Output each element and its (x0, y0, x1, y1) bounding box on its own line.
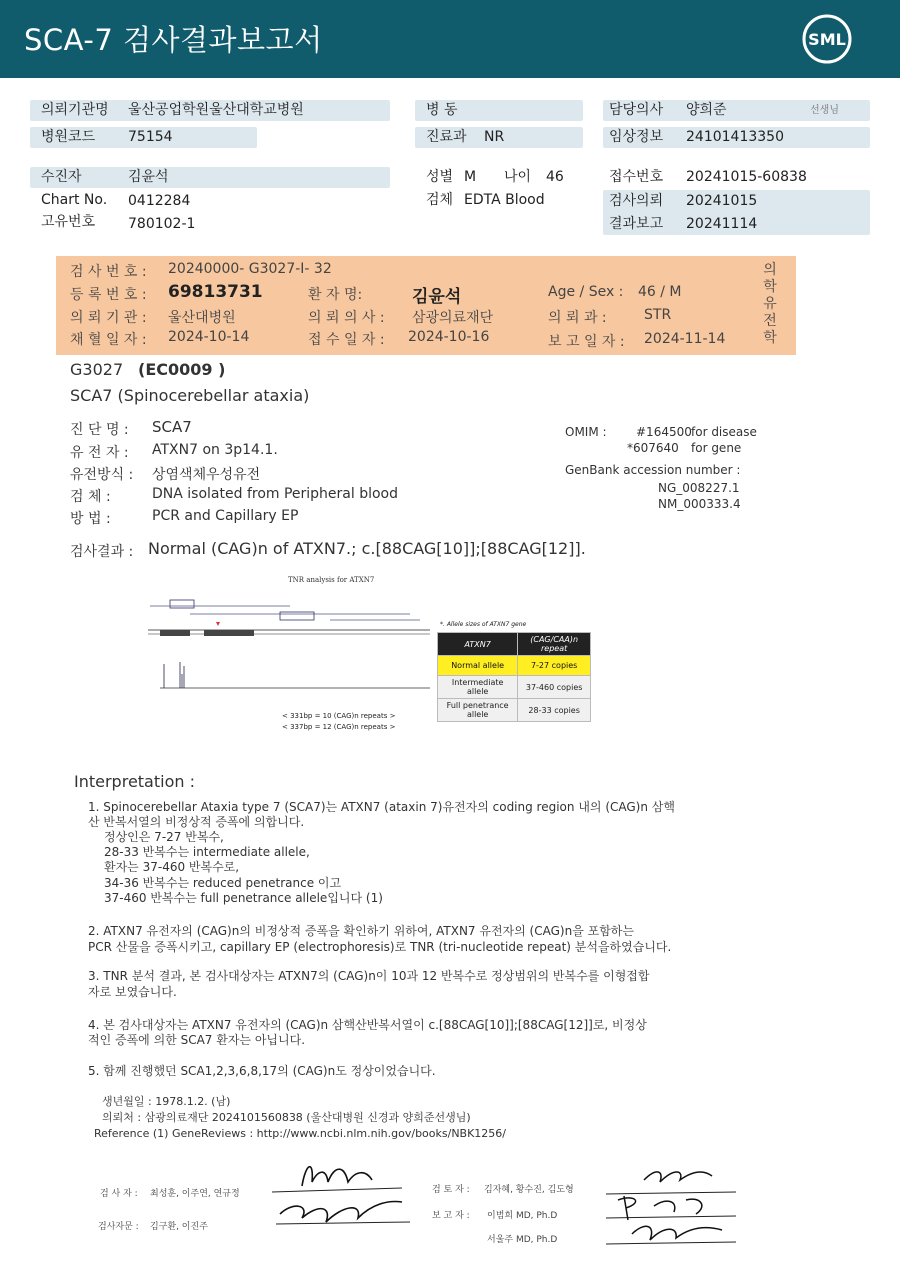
ext-inst: 울산대병원 (168, 310, 236, 326)
sex-value: M (464, 169, 477, 185)
doctor-value: 양희준 (686, 102, 727, 118)
ext-side-label: 의 학 유 전 학 (763, 262, 777, 346)
dob-line: 생년월일 : 1978.1.2. (남) (102, 1095, 231, 1108)
requester-line: 의뢰처 : 삼광의료재단 2024101560838 (울산대병원 신경과 양희준선생님) (102, 1111, 471, 1124)
external-lab-header (56, 256, 796, 355)
ext-receive-label: 접 수 일 자 : (308, 332, 385, 348)
ext-reg: 69813731 (168, 282, 263, 302)
signature-left-icon (262, 1152, 422, 1236)
allele-col-1: ATXN7 (438, 633, 518, 656)
interp-line: 4. 본 검사대상자는 ATXN7 유전자의 (CAG)n 삼핵산반복서열이 c.[88CAG[10]];[88CAG[12]]로, 비정상 (88, 1018, 647, 1032)
sex-label: 성별 (426, 169, 454, 185)
interp-line: 5. 함께 진행했던 SCA1,2,3,6,8,17의 (CAG)n도 정상이었습니다. (88, 1064, 436, 1078)
ext-refdoc-label: 의 뢰 의 사 : (308, 310, 385, 326)
reference-line: Reference (1) GeneReviews : http://www.ncbi.nlm.nih.gov/books/NBK1256/ (94, 1127, 507, 1140)
reporter-label: 보 고 자 : (432, 1211, 470, 1221)
genbank2: NM_000333.4 (658, 497, 741, 511)
signature-right-icon (604, 1160, 738, 1246)
omim1-note: for disease (691, 425, 757, 439)
ext-receive: 2024-10-16 (408, 329, 490, 345)
result-label: 검사결과 : (70, 544, 134, 560)
institution-value: 울산공업학원울산대학교병원 (128, 102, 304, 118)
interp-line: 정상인은 7-27 반복수, (104, 830, 224, 844)
inherit-label: 유전방식 : (70, 467, 134, 483)
gene-label: 유 전 자 : (70, 445, 129, 461)
result-value: 20241114 (686, 216, 758, 232)
result-label: 결과보고 (609, 216, 664, 232)
ext-test-no: 20240000- G3027-I- 32 (168, 261, 332, 277)
interp-line: 34-36 반복수는 reduced penetrance 이고 (104, 876, 342, 890)
interpretation-heading: Interpretation : (74, 772, 195, 791)
interp-line: 적인 증폭에 의한 SCA7 환자는 아닙니다. (88, 1033, 306, 1047)
clinical-value: 24101413350 (686, 129, 784, 145)
table-row: Normal allele 7-27 copies (438, 656, 591, 676)
ext-dept: STR (644, 307, 672, 323)
report-code2: (EC0009 ) (138, 360, 226, 379)
ext-inst-label: 의 뢰 기 관 : (70, 310, 147, 326)
reviewers: 김자혜, 황수진, 김도형 (484, 1185, 574, 1195)
age-label: 나이 (504, 169, 532, 185)
report-title: SCA-7 검사결과보고서 (24, 23, 323, 57)
genbank-label: GenBank accession number : (565, 463, 741, 477)
table-row: Full penetrance allele 28-33 copies (438, 699, 591, 722)
tester-label: 검 사 자 : (100, 1189, 138, 1199)
figure-title: TNR analysis for ATXN7 (288, 576, 375, 584)
sml-logo-icon (800, 12, 854, 66)
receipt-label: 접수번호 (609, 169, 664, 185)
patient-label: 수진자 (41, 169, 82, 185)
uid-value: 780102-1 (128, 216, 196, 232)
ext-report-label: 보 고 일 자 : (548, 334, 625, 350)
receipt-value: 20241015-60838 (686, 169, 807, 185)
omim-label: OMIM : (565, 425, 607, 439)
chart-value: 0412284 (128, 193, 191, 209)
chart-label: Chart No. (41, 192, 108, 208)
advisor-label: 검사자문 : (98, 1222, 139, 1232)
spec-value: DNA isolated from Peripheral blood (152, 486, 399, 502)
hospcode-value: 75154 (128, 129, 173, 145)
allele-table-header (438, 633, 591, 656)
interp-line: 28-33 반복수는 intermediate allele, (104, 845, 310, 859)
diag-value: SCA7 (152, 418, 192, 436)
report-code: G3027 (70, 360, 124, 379)
age-value: 46 (546, 169, 564, 185)
ext-agesex: 46 / M (638, 284, 682, 300)
interp-line: PCR 산물을 증폭시키고, capillary EP (electrophoresis)로 TNR (tri-nucleotide repeat) 분석을하였습니다. (88, 940, 672, 954)
spec-label: 검 체 : (70, 489, 111, 505)
advisors: 김구환, 이진주 (150, 1222, 208, 1232)
ext-test-no-label: 검 사 번 호 : (70, 264, 147, 280)
result-value: Normal (CAG)n of ATXN7.; c.[88CAG[10]];[88CAG[12]]. (148, 539, 586, 558)
gene-value: ATXN7 on 3p14.1. (152, 442, 278, 458)
interp-line: 산 반복서열의 비정상적 증폭에 의합니다. (88, 815, 305, 829)
reviewer-label: 검 토 자 : (432, 1185, 470, 1195)
interp-line: 2. ATXN7 유전자의 (CAG)n의 비정상적 증폭을 확인하기 위하여, ATXN7 유전자의 (CAG)n을 포함하는 (88, 924, 634, 938)
ext-reg-label: 등 록 번 호 : (70, 287, 147, 303)
testers: 최성훈, 이주연, 연규정 (150, 1189, 240, 1199)
ward-label: 병 동 (426, 102, 458, 118)
hospcode-label: 병원코드 (41, 129, 96, 145)
specimen-value: EDTA Blood (464, 192, 545, 208)
request-value: 20241015 (686, 193, 758, 209)
dept-value: NR (484, 129, 505, 145)
interp-line: 1. Spinocerebellar Ataxia type 7 (SCA7)는 ATXN7 (ataxin 7)유전자의 coding region 내의 (CAG)n 삼핵 (88, 800, 675, 814)
ext-patient-label: 환 자 명: (308, 287, 363, 303)
inherit-value: 상염색체우성유전 (152, 467, 261, 483)
patient-value: 김윤석 (128, 169, 169, 185)
allele-size-table (437, 632, 591, 722)
omim2-note: for gene (691, 441, 742, 455)
repeat-note-1: < 331bp = 10 (CAG)n repeats > (282, 712, 396, 720)
allele-col-2: (CAG/CAA)n repeat (518, 633, 591, 656)
ext-report: 2024-11-14 (644, 331, 726, 347)
interp-line: 자로 보였습니다. (88, 985, 177, 999)
report-header (0, 0, 900, 78)
reporter-2: 서울주 MD, Ph.D (487, 1235, 558, 1245)
method-value: PCR and Capillary EP (152, 508, 299, 524)
allele-title: *. Allele sizes of ATXN7 gene (440, 621, 527, 628)
logo-text: SML (808, 30, 846, 49)
interp-line: 3. TNR 분석 결과, 본 검사대상자는 ATXN7의 (CAG)n이 10과 12 반복수로 정상범위의 반복수를 이형접합 (88, 969, 650, 983)
ext-collect: 2024-10-14 (168, 329, 250, 345)
omim1: #164500 (636, 425, 692, 439)
interp-line: 환자는 37-460 반복수로, (104, 860, 240, 874)
ext-collect-label: 채 혈 일 자 : (70, 332, 147, 348)
interp-line: 37-460 반복수는 full penetrance allele입니다 (1) (104, 891, 383, 905)
institution-label: 의뢰기관명 (41, 102, 109, 118)
table-row: Intermediate allele 37-460 copies (438, 676, 591, 699)
doctor-suffix: 선생님 (810, 105, 839, 116)
ext-patient: 김윤석 (412, 287, 462, 307)
doctor-label: 담당의사 (609, 102, 664, 118)
diag-label: 진 단 명 : (70, 422, 129, 438)
ext-dept-label: 의 뢰 과 : (548, 310, 607, 326)
genbank1: NG_008227.1 (658, 481, 740, 495)
ext-agesex-label: Age / Sex : (548, 284, 624, 300)
reporter-1: 이범희 MD, Ph.D (487, 1211, 558, 1221)
ext-refdoc: 삼광의료재단 (412, 310, 494, 326)
uid-label: 고유번호 (41, 214, 96, 230)
dept-label: 진료과 (426, 129, 467, 145)
report-test-title: SCA7 (Spinocerebellar ataxia) (70, 386, 310, 405)
repeat-note-2: < 337bp = 12 (CAG)n repeats > (282, 723, 396, 731)
request-label: 검사의뢰 (609, 193, 664, 209)
method-label: 방 법 : (70, 511, 111, 527)
specimen-label: 검체 (426, 192, 454, 208)
omim2: *607640 (627, 441, 679, 455)
clinical-label: 임상정보 (609, 129, 664, 145)
